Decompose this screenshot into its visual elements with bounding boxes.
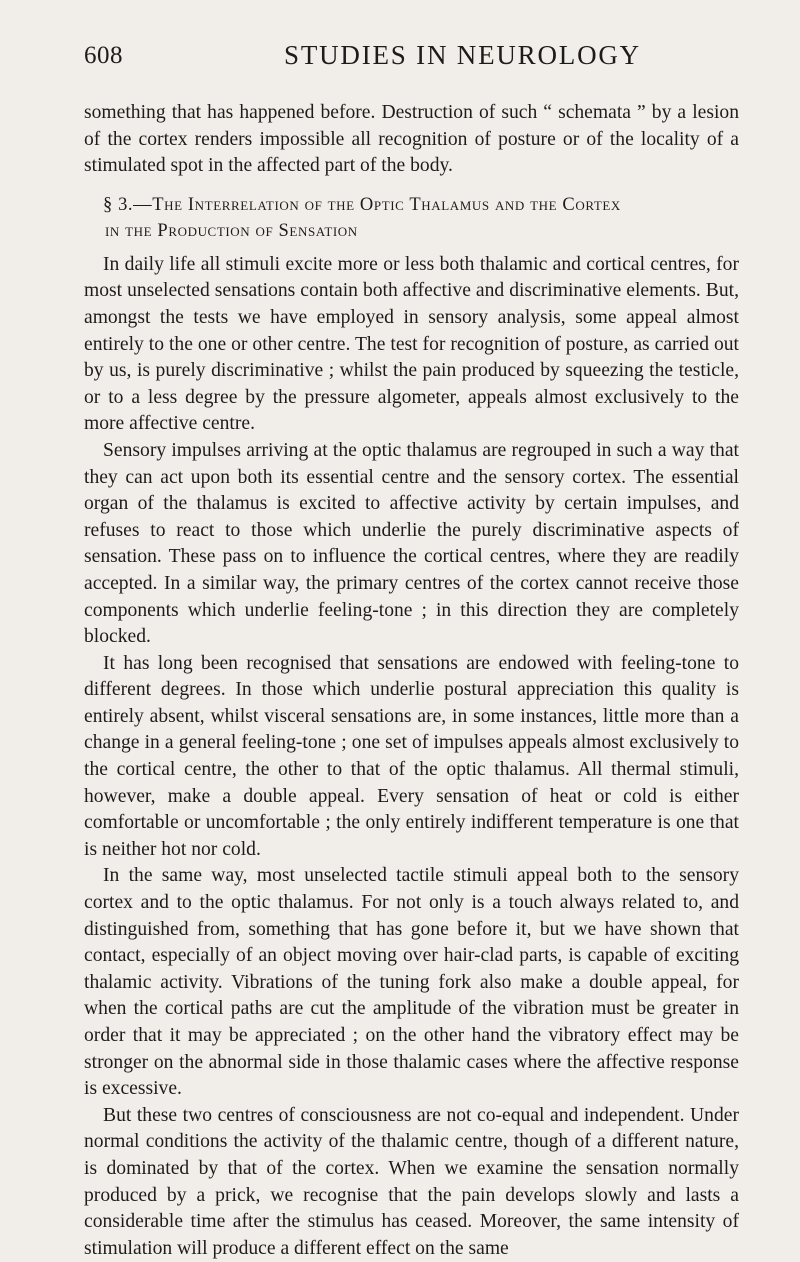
body-text bbox=[84, 100, 739, 1262]
section-heading-line-1: § 3.—The Interrelation of the Optic Thalamus and the Cortex bbox=[103, 194, 621, 215]
paragraph: In the same way, most unselected tactile stimuli appeal both to the sensory cortex and to the optic thalamus. For not only is a touch always related to, and distinguished from, something that has gone before it, but we have shown that contact, especially of an object moving over hair-clad parts, is capable of exciting thalamic activity. Vibrations of the tuning fork also make a double appeal, for when the cortical paths are cut the amplitude of the vibration must be greater in order that it may be appreciated ; on the other hand the vibratory effect may be stronger on the abnormal side in those thalamic cases where the affective response is excessive. bbox=[84, 865, 739, 1100]
section-heading bbox=[84, 192, 739, 244]
paragraph: It has long been recognised that sensations are endowed with feeling-tone to different degrees. In those which underlie postural appreciation this quality is entirely absent, whilst visceral sensations are, in some instances, little more than a change in a general feeling-tone ; one set of impulses appeals almost exclusively to the cortical centre, the other to that of the optic thalamus. All thermal stimuli, however, make a double appeal. Every sensation of heat or cold is either comfortable or uncomfortable ; the only entirely indifferent temperature is one that is neither hot nor cold. bbox=[84, 652, 739, 860]
running-head bbox=[84, 40, 752, 86]
paragraph: Sensory impulses arriving at the optic thalamus are regrouped in such a way that they can act upon both its essential centre and the sensory cortex. The essential organ of the thalamus is excited to affective activity by certain impulses, and refuses to react to those which underlie the purely discriminative aspects of sensation. These pass on to influence the cortical centres, where they are readily accepted. In a similar way, the primary centres of the cortex cannot receive those components which underlie feeling-tone ; in this direction they are completely blocked. bbox=[84, 439, 739, 648]
paragraph: But these two centres of consciousness are not co-equal and independent. Under normal conditions the activity of the thalamic centre, though of a different nature, is dominated by that of the cortex. When we examine the sensation normally produced by a prick, we recognise that the pain develops slowly and lasts a considerable time after the stimulus has ceased. Moreover, the same intensity of stimulation will produce a different effect on the same bbox=[84, 1104, 739, 1259]
section-heading-line-2: in the Production of Sensation bbox=[105, 220, 358, 241]
continuation-paragraph: something that has happened before. Destruction of such “ schemata ” by a lesion of the cortex renders impossible all recognition of posture or of the locality of a stimulated spot in the affected part of the body. bbox=[84, 102, 739, 177]
page-number: 608 bbox=[84, 42, 123, 69]
paragraph: In daily life all stimuli excite more or less both thalamic and cortical centres, for most unselected sensations contain both affective and discriminative elements. But, amongst the tests we have employed in sensory analysis, some appeal almost entirely to the one or other centre. The test for recognition of posture, as carried out by us, is purely discriminative ; whilst the pain produced by squeezing the testicle, or to a less degree by the pressure algometer, appeals almost exclusively to the more affective centre. bbox=[84, 253, 739, 435]
running-title: STUDIES IN NEUROLOGY bbox=[284, 40, 641, 70]
